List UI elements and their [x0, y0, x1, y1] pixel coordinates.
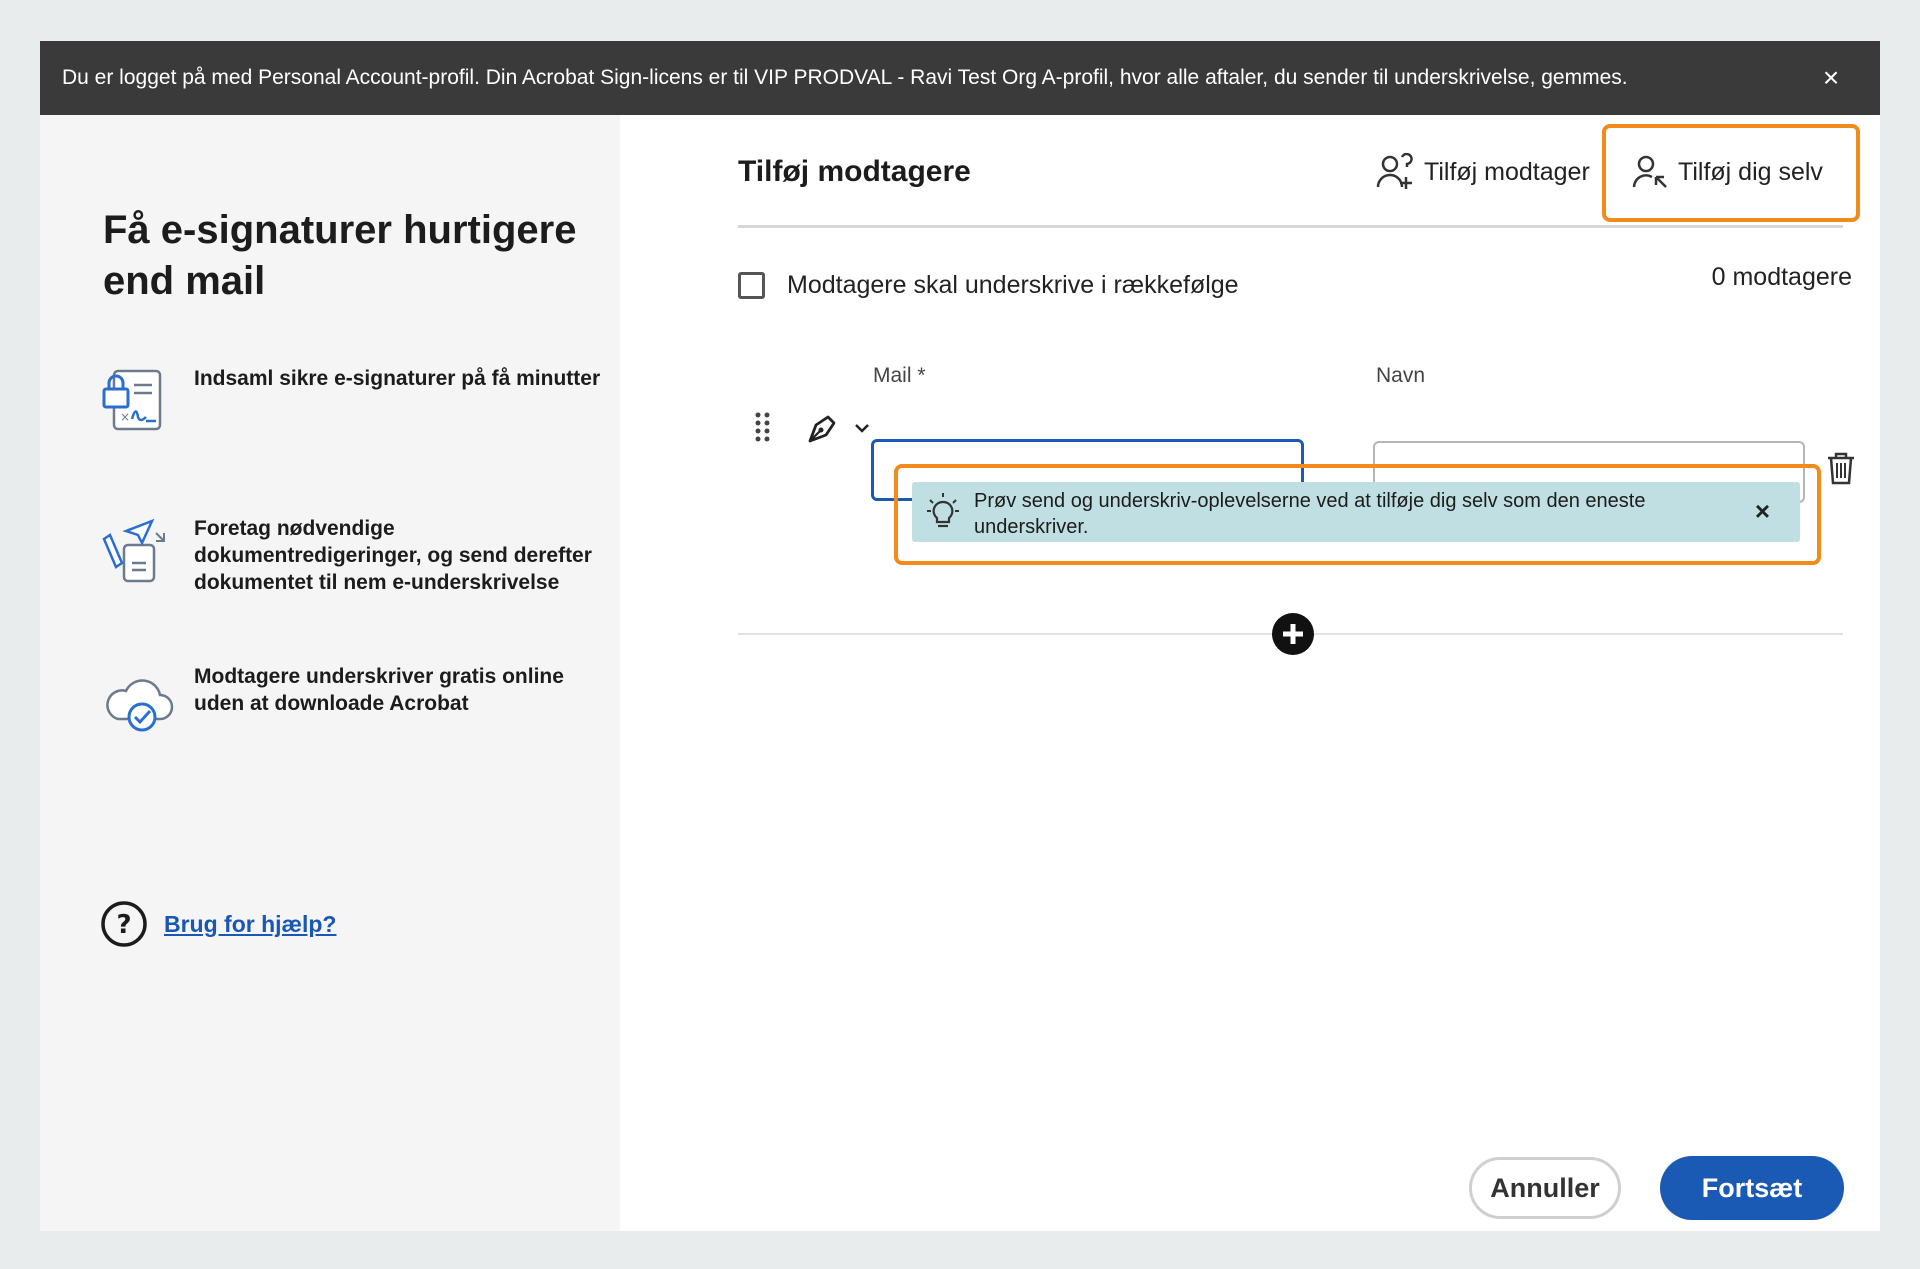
add-self-label: Tilføj dig selv	[1678, 157, 1823, 186]
main-panel	[620, 115, 1880, 1231]
svg-text:×: ×	[120, 410, 131, 424]
feature-item	[100, 515, 614, 596]
feature-item	[100, 365, 614, 441]
send-edit-document-icon	[100, 515, 176, 591]
add-recipient-label: Tilføj modtager	[1424, 157, 1590, 186]
tip-message	[912, 482, 1800, 542]
cancel-button[interactable]: Annuller	[1469, 1157, 1621, 1219]
pen-nib-icon	[806, 411, 840, 445]
page-title: Tilføj modtagere	[738, 155, 971, 188]
lock-document-icon	[100, 365, 176, 441]
add-person-icon	[1376, 153, 1414, 191]
feature-text: Indsaml sikre e-signaturer på få minutter	[194, 367, 601, 390]
feature-text: Foretag nødvendige dokumentredigeringer, og send derefter dokumentet til nem e-underskrivelse	[194, 517, 592, 594]
question-circle-icon	[100, 900, 148, 948]
name-label: Navn	[1376, 364, 1426, 387]
mail-label: Mail *	[873, 364, 926, 387]
role-dropdown[interactable]	[806, 411, 872, 445]
header-divider	[738, 225, 1843, 228]
lightbulb-icon	[926, 492, 960, 532]
sequence-checkbox[interactable]	[738, 272, 765, 299]
feature-text: Modtagere underskriver gratis online uden at downloade Acrobat	[194, 665, 564, 715]
person-cursor-icon	[1632, 153, 1668, 191]
add-row-button[interactable]	[1272, 613, 1314, 655]
help-row	[100, 900, 336, 948]
banner-close-button[interactable]: ×	[1822, 62, 1840, 93]
banner-text: Du er logget på med Personal Account-profil. Din Acrobat Sign-licens er til VIP PRODVAL - Ravi Test Org A-profil, hvor alle aftaler, du sender til underskrivelse, gemmes.	[62, 66, 1628, 89]
tip-close-button[interactable]: ×	[1754, 496, 1770, 526]
chevron-down-icon	[852, 418, 872, 438]
recipient-count: 0 modtagere	[1711, 263, 1852, 291]
add-recipient-button[interactable]	[1376, 153, 1590, 191]
promo-heading: Få e-signaturer hurtigere end mail	[103, 208, 577, 303]
tip-text: Prøv send og underskriv-oplevelserne ved at tilføje dig selv som den eneste underskriver.	[974, 490, 1646, 538]
add-self-button[interactable]	[1632, 153, 1823, 191]
help-link[interactable]: Brug for hjælp?	[164, 910, 337, 937]
info-banner	[40, 41, 1880, 115]
trash-icon[interactable]	[1826, 451, 1856, 485]
drag-handle-icon[interactable]	[754, 411, 772, 445]
dialog	[40, 41, 1880, 1231]
svg-text:?: ?	[116, 910, 132, 940]
plus-icon	[1272, 613, 1314, 655]
left-panel	[40, 115, 620, 1231]
sequence-checkbox-row[interactable]	[738, 271, 1239, 300]
continue-button[interactable]: Fortsæt	[1660, 1156, 1844, 1220]
feature-item	[100, 663, 614, 739]
cloud-check-icon	[100, 663, 176, 739]
sequence-label: Modtagere skal underskrive i rækkefølge	[787, 271, 1239, 299]
